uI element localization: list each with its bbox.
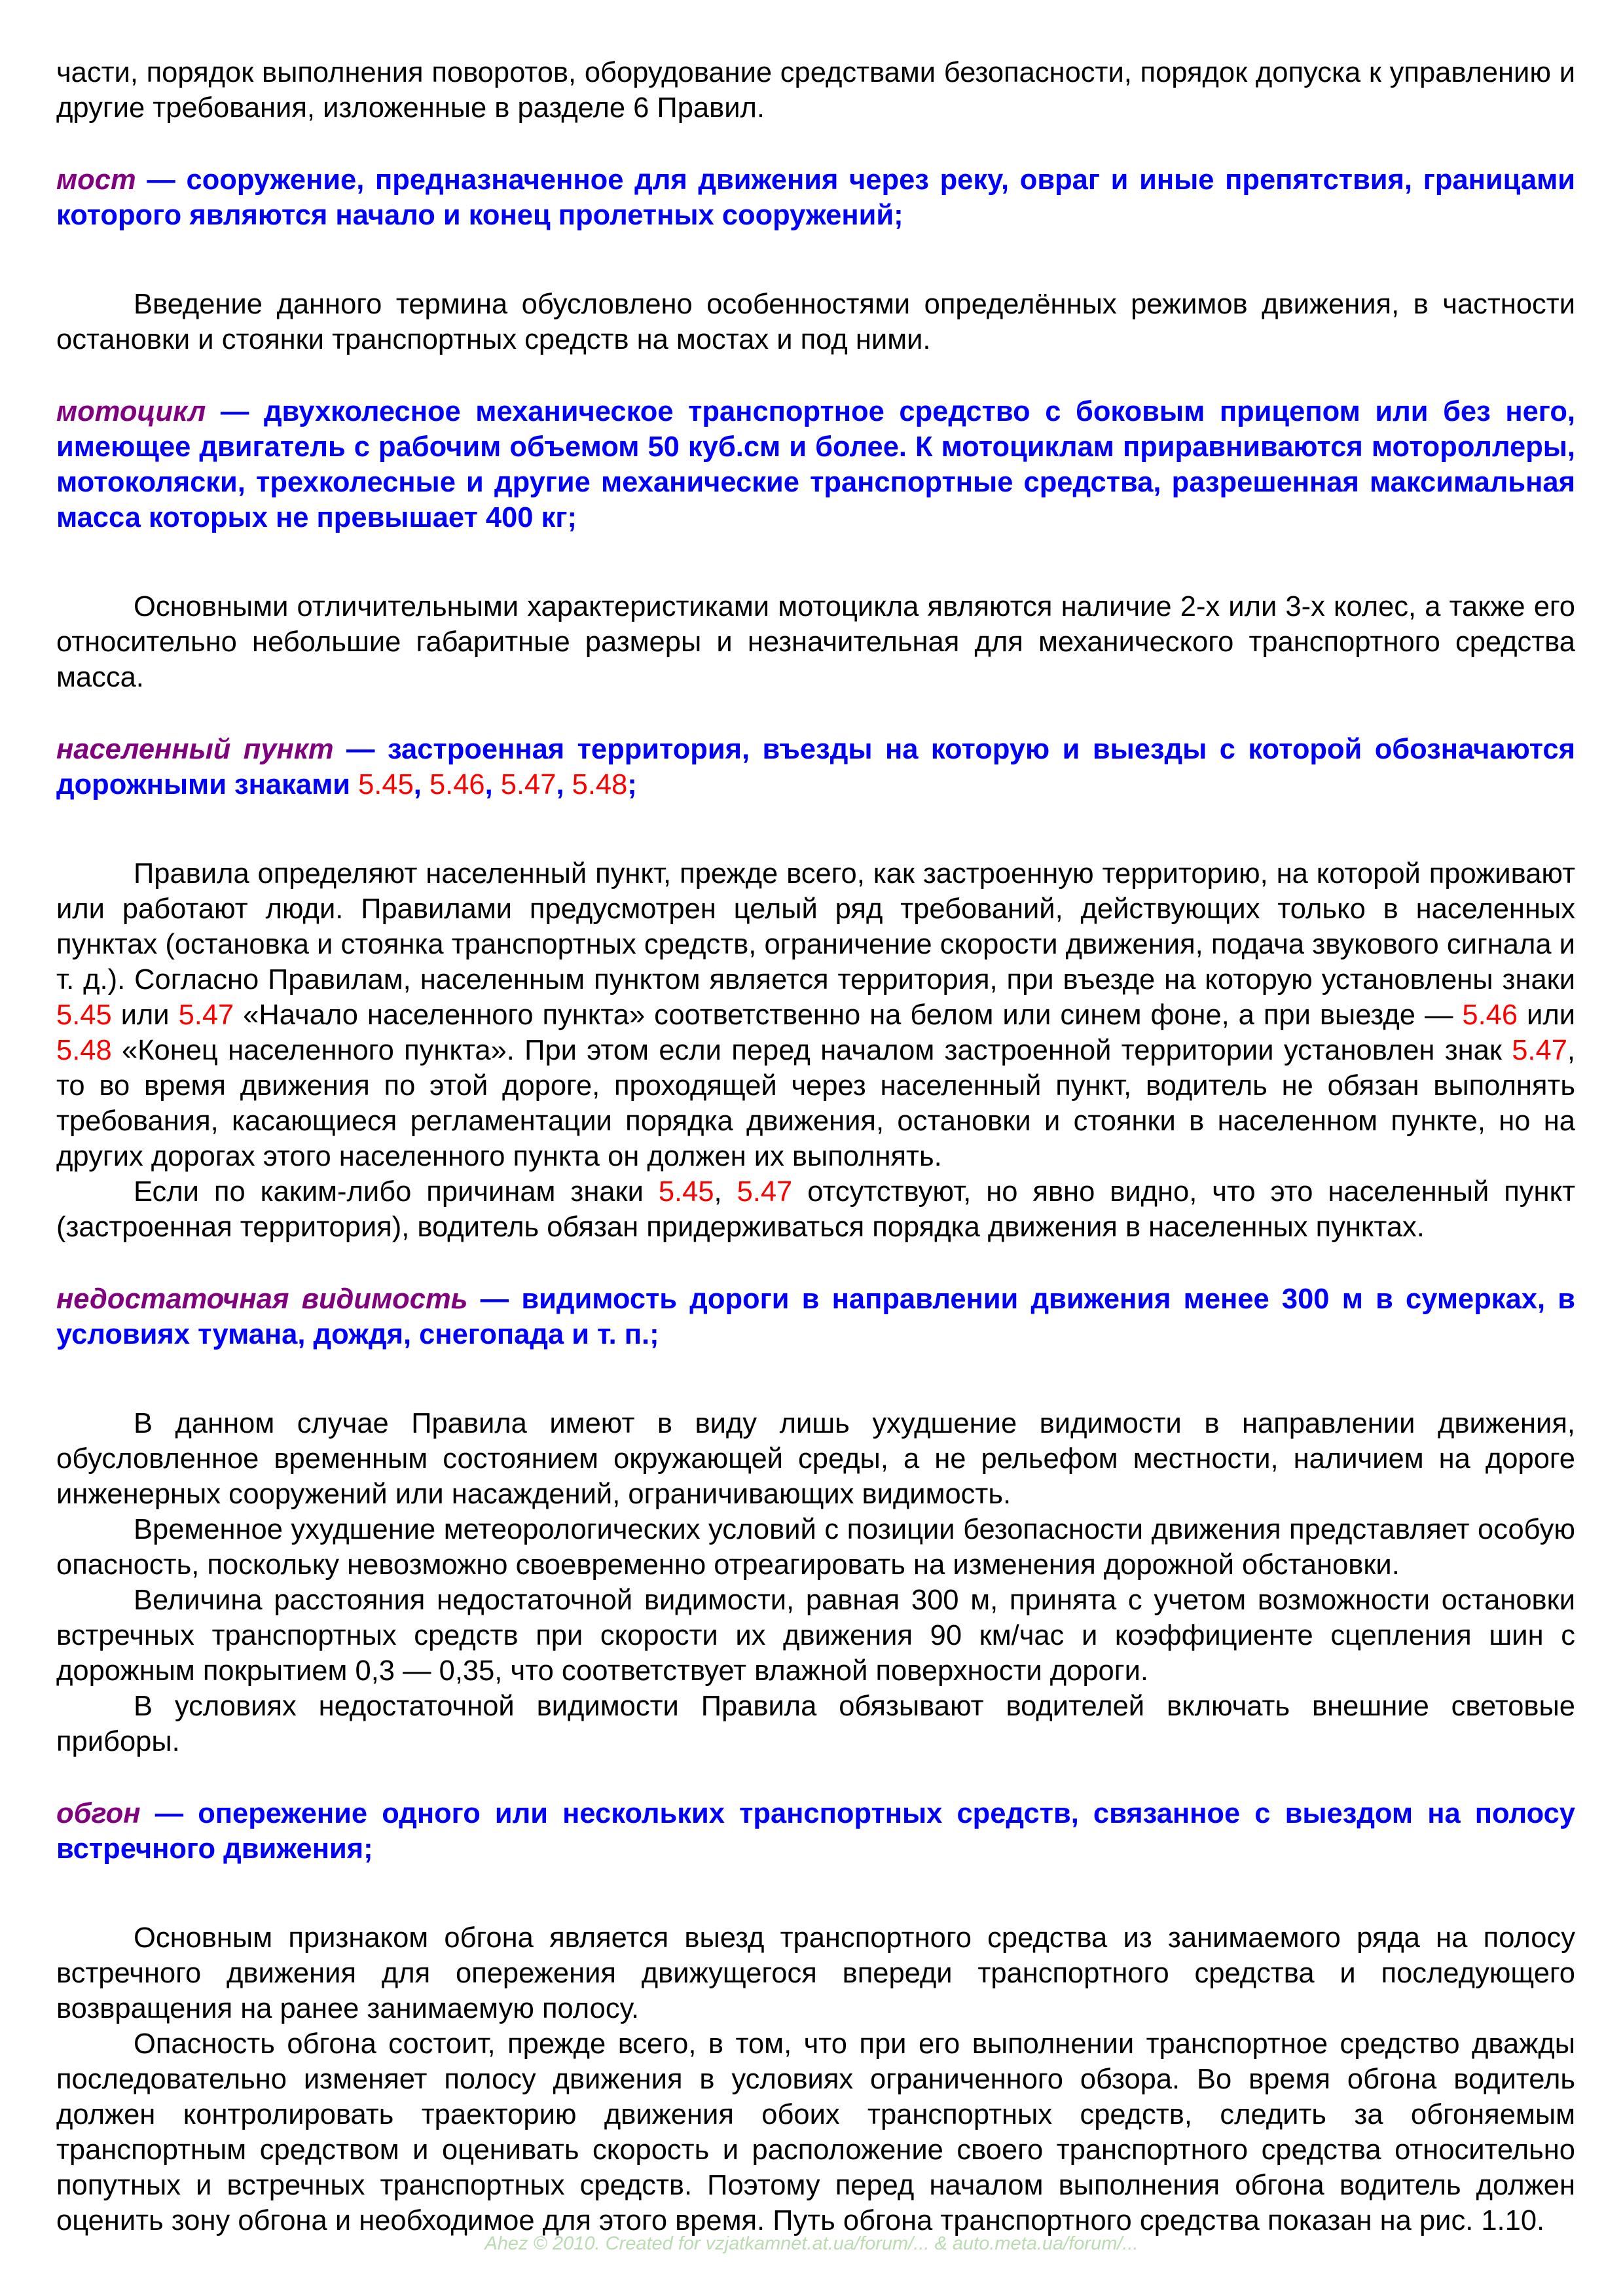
text-run: , то во время движения по этой дороге, проходящей через населенный пункт, водитель не обязан выполнять требования, касающиеся регламентации порядка движения, остановки и стоянки в населенном пункте, но на других дорогах этого населенного пункта он должен их выполнять. [56,1035,1575,1172]
comment-vidimost-3: Величина расстояния недостаточной видимости, равная 300 м, принята с учетом возможности остановки встречных транспортных средств при скорости их движения 90 км/час и коэффициенте сцепления шин с дорожным покрытием 0,3 — 0,35, что соответствует влажной поверхности дороги. [56,1585,1575,1687]
comment-vidimost-4: В условиях недостаточной видимости Правила обязывают водителей включать внешние световые приборы. [56,1691,1575,1757]
sign-ref[interactable]: 5.48 [572,769,628,800]
text-run: «Начало населенного пункта» соответственно на белом или синем фоне, а при выезде — [234,999,1463,1031]
definition-punkt [56,732,1575,802]
separator: , [484,769,501,800]
sign-ref[interactable]: 5.47 [500,769,556,800]
term-most: мост [56,164,136,196]
comment-obgon-1: Основным признаком обгона является выезд транспортного средства из занимаемого ряда на полосу встречного движения для опережения движущегося впереди транспортного средства и последующего возвращения на ранее занимаемую полосу. [56,1922,1575,2024]
definition-vidimost-text: — видимость дороги в направлении движения менее 300 м в сумерках, в условиях тумана, дождя, снегопада и т. п.; [56,1283,1575,1350]
definition-most [56,162,1575,233]
comment-punkt-2 [56,1174,1575,1245]
separator: , [413,769,429,800]
text-run: или [1518,999,1576,1031]
text-run: Правила определяют населенный пункт, прежде всего, как застроенную территорию, на которой проживают или работают люди. Правилами предусмотрен целый ряд требований, действующих только в населенных пунктах (остановка и стоянка транспортных средств, ограничение скорости движения, подача звукового сигнала и т. д.). Согласно Правилам, населенным пунктом является территория, при въезде на которую установлены знаки [56,858,1575,996]
intro-paragraph: части, порядок выполнения поворотов, оборудование средствами безопасности, порядок допуска к управлению и другие требования, изложенные в разделе 6 Правил. [56,57,1575,124]
text-run: отсутствуют, но явно видно, что это населенный пункт (застроенная территория), водитель обязан придерживаться порядка движения в населенных пунктах. [56,1176,1576,1243]
sign-ref[interactable]: 5.48 [56,1035,112,1066]
term-punkt: населенный пункт [56,734,334,765]
sign-ref[interactable]: 5.46 [1462,999,1518,1031]
text-run: , [714,1176,737,1208]
definition-obgon-text: — опережение одного или нескольких транспортных средств, связанное с выездом на полосу встречного движения; [56,1798,1575,1865]
sign-ref[interactable]: 5.46 [429,769,485,800]
sign-ref[interactable]: 5.45 [56,999,112,1031]
term-motocikl: мотоцикл [56,396,206,427]
definition-motocikl [56,394,1575,535]
page-footer: Ahez © 2010. Created for vzjatkamnet.at.ua/forum/... & auto.meta.ua/forum/... [484,2233,1139,2254]
sign-ref[interactable]: 5.45 [358,769,414,800]
sign-ref[interactable]: 5.47 [178,999,234,1031]
comment-vidimost-1: В данном случае Правила имеют в виду лишь ухудшение видимости в направлении движения, обусловленное временным состоянием окружающей среды, а не рельефом местности, наличием на дороге инженерных сооружений или насаждений, ограничивающих видимость. [56,1408,1575,1510]
sign-ref[interactable]: 5.47 [1512,1035,1567,1066]
separator: , [556,769,572,800]
text-run: «Конец населенного пункта». При этом если перед началом застроенной территории установлен знак [111,1035,1512,1066]
definition-most-text: — сооружение, предназначенное для движения через реку, овраг и иные препятствия, границами которого являются начало и конец пролетных сооружений; [56,164,1575,231]
comment-punkt-1 [56,856,1575,1174]
term-obgon: обгон [56,1798,141,1829]
text-run: Если по каким-либо причинам знаки [134,1176,659,1208]
comment-obgon-2: Опасность обгона состоит, прежде всего, в том, что при его выполнении транспортное средство дважды последовательно изменяет полосу движения в условиях ограниченного обзора. Во время обгона водитель должен контролировать траекторию движения обоих транспортных средств, следить за обгоняемым транспортным средством и оценивать скорость и расположение своего транспортного средства относительно попутных и встречных транспортных средств. Поэтому перед началом выполнения обгона водитель должен оценить зону обгона и необходимое для этого время. Путь обгона транспортного средства показан на рис. 1.10. [56,2028,1575,2236]
comment-most: Введение данного термина обусловлено особенностями определённых режимов движения, в частности остановки и стоянки транспортных средств на мостах и под ними. [56,289,1575,355]
definition-vidimost [56,1282,1575,1352]
terminator: ; [627,769,637,800]
definition-motocikl-text: — двухколесное механическое транспортное средство с боковым прицепом или без него, имеющее двигатель с рабочим объемом 50 куб.см и более. К мотоциклам приравниваются мотороллеры, мотоколяски, трехколесные и другие механические транспортные средства, разрешенная максимальная масса которых не превышает 400 кг; [56,396,1575,533]
comment-motocikl: Основными отличительными характеристиками мотоцикла являются наличие 2-х или 3-х колес, а также его относительно небольшие габаритные размеры и незначительная для механического транспортного средства масса. [56,591,1575,693]
sign-ref[interactable]: 5.47 [737,1176,793,1208]
comment-vidimost-2: Временное ухудшение метеорологических условий с позиции безопасности движения представляет особую опасность, поскольку невозможно своевременно отреагировать на изменения дорожной обстановки. [56,1514,1575,1581]
definition-punkt-text: — застроенная территория, въезды на которую и выезды с которой обозначаются дорожными знаками [56,734,1575,800]
definition-obgon [56,1796,1575,1867]
sign-ref[interactable]: 5.45 [658,1176,714,1208]
text-run: или [111,999,179,1031]
document-page [56,55,1575,2238]
term-vidimost: недостаточная видимость [56,1283,468,1315]
